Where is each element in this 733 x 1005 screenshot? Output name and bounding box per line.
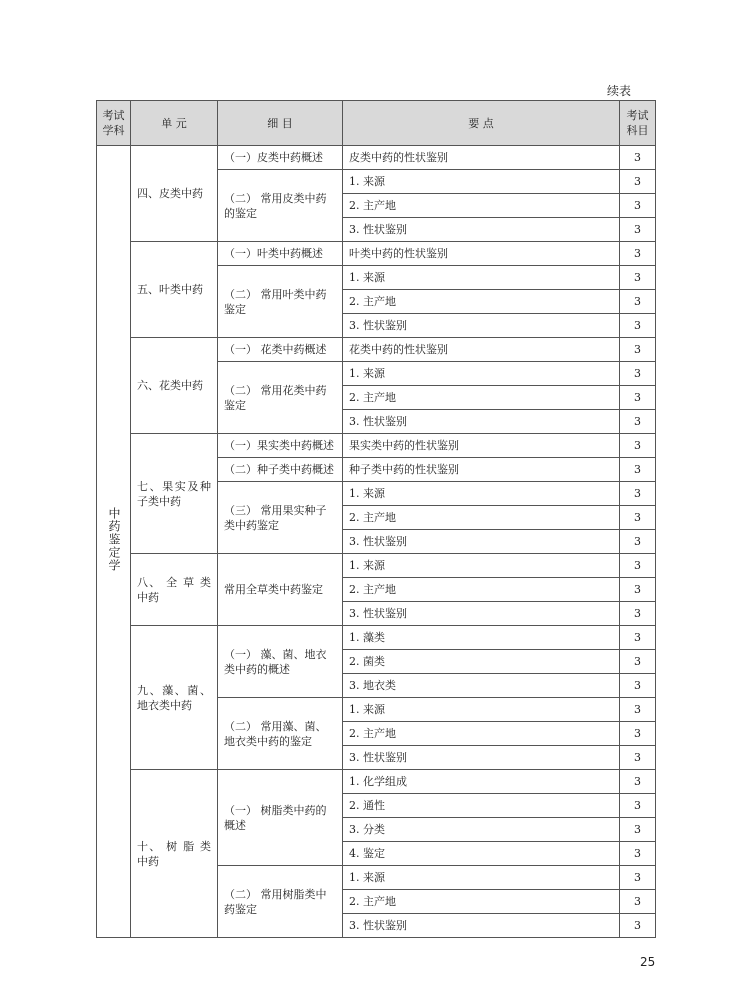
detail-cell: （一） 树脂类中药的概述 — [218, 770, 343, 866]
point-cell: 2. 主产地 — [343, 290, 620, 314]
level-cell: 3 — [620, 410, 656, 434]
level-cell: 3 — [620, 722, 656, 746]
detail-cell: （一） 花类中药概述 — [218, 338, 343, 362]
level-cell: 3 — [620, 482, 656, 506]
detail-cell: （二） 常用皮类中药的鉴定 — [218, 170, 343, 242]
table-row — [97, 338, 656, 362]
header-detail: 细 目 — [218, 101, 343, 146]
detail-cell: （二）种子类中药概述 — [218, 458, 343, 482]
level-cell: 3 — [620, 362, 656, 386]
point-cell: 2. 主产地 — [343, 194, 620, 218]
level-cell: 3 — [620, 338, 656, 362]
level-cell: 3 — [620, 578, 656, 602]
point-cell: 1. 来源 — [343, 362, 620, 386]
point-cell: 1. 来源 — [343, 866, 620, 890]
detail-cell: （三） 常用果实种子类中药鉴定 — [218, 482, 343, 554]
point-cell: 3. 性状鉴别 — [343, 530, 620, 554]
table-row — [97, 242, 656, 266]
level-cell: 3 — [620, 530, 656, 554]
point-cell: 花类中药的性状鉴别 — [343, 338, 620, 362]
level-cell: 3 — [620, 314, 656, 338]
detail-cell: （一） 藻、菌、地衣类中药的概述 — [218, 626, 343, 698]
point-cell: 皮类中药的性状鉴别 — [343, 146, 620, 170]
point-cell: 2. 通性 — [343, 794, 620, 818]
point-cell: 叶类中药的性状鉴别 — [343, 242, 620, 266]
level-cell: 3 — [620, 626, 656, 650]
level-cell: 3 — [620, 266, 656, 290]
point-cell: 1. 来源 — [343, 266, 620, 290]
level-cell: 3 — [620, 146, 656, 170]
unit-cell: 六、花类中药 — [131, 338, 218, 434]
point-cell: 3. 性状鉴别 — [343, 746, 620, 770]
unit-cell: 七、果实及种子类中药 — [131, 434, 218, 554]
point-cell: 1. 化学组成 — [343, 770, 620, 794]
level-cell: 3 — [620, 650, 656, 674]
level-cell: 3 — [620, 698, 656, 722]
point-cell: 3. 性状鉴别 — [343, 218, 620, 242]
header-level: 考试科目 — [620, 101, 656, 146]
point-cell: 1. 来源 — [343, 482, 620, 506]
detail-cell: （二） 常用藻、菌、地衣类中药的鉴定 — [218, 698, 343, 770]
point-cell: 3. 性状鉴别 — [343, 410, 620, 434]
point-cell: 种子类中药的性状鉴别 — [343, 458, 620, 482]
continued-label: 续表 — [607, 84, 632, 98]
unit-cell: 十、 树 脂 类中药 — [131, 770, 218, 938]
level-cell: 3 — [620, 218, 656, 242]
point-cell: 3. 性状鉴别 — [343, 914, 620, 938]
unit-cell: 五、叶类中药 — [131, 242, 218, 338]
point-cell: 2. 主产地 — [343, 722, 620, 746]
level-cell: 3 — [620, 842, 656, 866]
header-unit: 单 元 — [131, 101, 218, 146]
point-cell: 3. 地衣类 — [343, 674, 620, 698]
level-cell: 3 — [620, 434, 656, 458]
subject-label: 中药鉴定学 — [107, 507, 121, 572]
level-cell: 3 — [620, 506, 656, 530]
header-point: 要 点 — [343, 101, 620, 146]
table-body — [97, 146, 656, 938]
point-cell: 2. 主产地 — [343, 578, 620, 602]
unit-cell: 九、藻、菌、地衣类中药 — [131, 626, 218, 770]
level-cell: 3 — [620, 746, 656, 770]
table-row — [97, 146, 656, 170]
page-number: 25 — [640, 955, 656, 969]
detail-cell: （二） 常用树脂类中药鉴定 — [218, 866, 343, 938]
syllabus-table — [96, 100, 656, 938]
subject-cell — [97, 146, 131, 938]
level-cell: 3 — [620, 866, 656, 890]
unit-cell: 八、 全 草 类中药 — [131, 554, 218, 626]
point-cell: 3. 性状鉴别 — [343, 602, 620, 626]
level-cell: 3 — [620, 386, 656, 410]
table-row — [97, 626, 656, 650]
point-cell: 1. 藻类 — [343, 626, 620, 650]
point-cell: 2. 主产地 — [343, 386, 620, 410]
point-cell: 1. 来源 — [343, 170, 620, 194]
level-cell: 3 — [620, 170, 656, 194]
detail-cell: （二） 常用花类中药鉴定 — [218, 362, 343, 434]
detail-cell: （二） 常用叶类中药鉴定 — [218, 266, 343, 338]
table-row — [97, 554, 656, 578]
point-cell: 2. 主产地 — [343, 506, 620, 530]
level-cell: 3 — [620, 242, 656, 266]
level-cell: 3 — [620, 674, 656, 698]
point-cell: 3. 性状鉴别 — [343, 314, 620, 338]
point-cell: 1. 来源 — [343, 554, 620, 578]
level-cell: 3 — [620, 794, 656, 818]
point-cell: 4. 鉴定 — [343, 842, 620, 866]
point-cell: 1. 来源 — [343, 698, 620, 722]
detail-cell: （一）果实类中药概述 — [218, 434, 343, 458]
detail-cell: 常用全草类中药鉴定 — [218, 554, 343, 626]
level-cell: 3 — [620, 770, 656, 794]
point-cell: 2. 主产地 — [343, 890, 620, 914]
level-cell: 3 — [620, 194, 656, 218]
level-cell: 3 — [620, 818, 656, 842]
table-header-row — [97, 101, 656, 146]
unit-cell: 四、皮类中药 — [131, 146, 218, 242]
level-cell: 3 — [620, 890, 656, 914]
level-cell: 3 — [620, 602, 656, 626]
level-cell: 3 — [620, 290, 656, 314]
level-cell: 3 — [620, 458, 656, 482]
detail-cell: （一）叶类中药概述 — [218, 242, 343, 266]
point-cell: 3. 分类 — [343, 818, 620, 842]
level-cell: 3 — [620, 914, 656, 938]
level-cell: 3 — [620, 554, 656, 578]
table-row — [97, 434, 656, 458]
point-cell: 2. 菌类 — [343, 650, 620, 674]
header-subject: 考试学科 — [97, 101, 131, 146]
point-cell: 果实类中药的性状鉴别 — [343, 434, 620, 458]
detail-cell: （一）皮类中药概述 — [218, 146, 343, 170]
table-row — [97, 770, 656, 794]
